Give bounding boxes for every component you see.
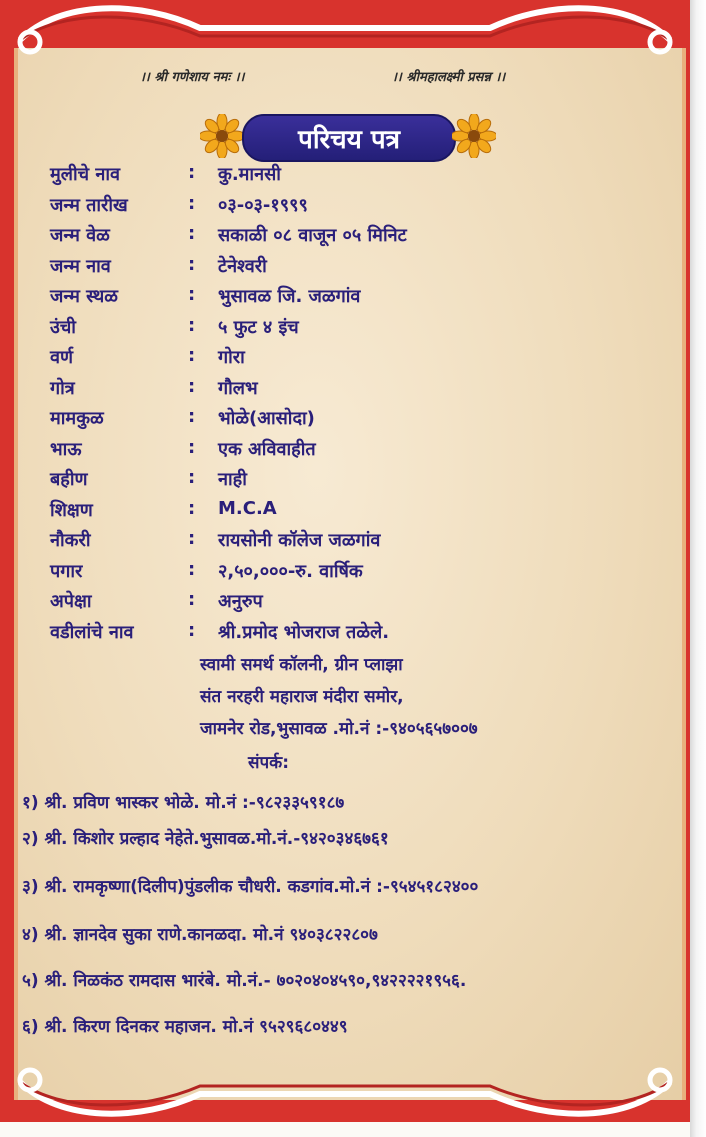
detail-colon: : bbox=[188, 314, 196, 336]
detail-value: अनुरुप bbox=[218, 591, 263, 612]
detail-value: ५ फुट ४ इंच bbox=[218, 316, 299, 338]
detail-value: गोरा bbox=[218, 347, 245, 368]
detail-row bbox=[0, 620, 690, 646]
contact-item: ५) श्री. निळकंठ रामदास भारंबे. मो.नं.- ७०२०४०४५९०,९४२२२२१९५६. bbox=[22, 971, 467, 991]
detail-label: गोत्र bbox=[50, 377, 75, 399]
detail-value: श्री.प्रमोद भोजराज तळेले. bbox=[218, 621, 390, 643]
detail-label: बहीण bbox=[50, 469, 88, 490]
detail-colon: : bbox=[188, 345, 196, 366]
detail-colon: : bbox=[188, 162, 196, 183]
detail-label: पगार bbox=[50, 560, 83, 582]
detail-label: जन्म वेळ bbox=[50, 225, 110, 246]
contact-item: ६) श्री. किरण दिनकर महाजन. मो.नं ९५२९६८०४४९ bbox=[22, 1017, 348, 1037]
contact-item: २) श्री. किशोर प्रल्हाद नेहेते.भुसावळ.मो.नं.-९४२०३४६७६१ bbox=[22, 829, 389, 849]
detail-label: अपेक्षा bbox=[50, 591, 92, 612]
detail-row bbox=[0, 345, 690, 371]
detail-value: M.C.A bbox=[218, 497, 277, 519]
flower-icon bbox=[452, 114, 496, 158]
detail-row bbox=[0, 193, 690, 219]
detail-label: जन्म स्थळ bbox=[50, 286, 118, 307]
detail-value: २,५०,०००-रु. वार्षिक bbox=[218, 560, 363, 582]
detail-row bbox=[0, 376, 690, 402]
detail-value: ०३-०३-१९९९ bbox=[218, 194, 308, 216]
detail-colon: : bbox=[188, 406, 196, 427]
flower-icon bbox=[200, 114, 244, 158]
top-scroll-ornament bbox=[0, 0, 690, 60]
detail-value: भोळे(आसोदा) bbox=[218, 408, 315, 429]
detail-row bbox=[0, 589, 690, 615]
detail-row bbox=[0, 162, 690, 188]
detail-row bbox=[0, 223, 690, 249]
detail-value: गौलभ bbox=[218, 377, 258, 399]
detail-colon: : bbox=[188, 375, 196, 397]
detail-colon: : bbox=[188, 284, 196, 305]
detail-row bbox=[0, 315, 690, 341]
detail-colon: : bbox=[188, 223, 196, 244]
title-badge bbox=[242, 114, 456, 162]
detail-colon: : bbox=[188, 558, 196, 580]
detail-label: जन्म तारीख bbox=[50, 194, 128, 216]
detail-label: मुलीचे नाव bbox=[50, 164, 120, 185]
detail-label: जन्म नाव bbox=[50, 255, 111, 277]
detail-value: भुसावळ जि. जळगांव bbox=[218, 286, 361, 307]
detail-colon: : bbox=[188, 528, 196, 549]
detail-value: रायसोनी कॉलेज जळगांव bbox=[218, 530, 381, 551]
contact-item: ४) श्री. ज्ञानदेव सुका राणे.कानळदा. मो.नं ९४०३८२२८०७ bbox=[22, 925, 378, 945]
page-title: परिचय पत्र bbox=[298, 125, 400, 155]
detail-label: वर्ण bbox=[50, 347, 74, 368]
address-line: स्वामी समर्थ कॉलनी, ग्रीन प्लाझा bbox=[200, 655, 403, 675]
detail-label: मामकुळ bbox=[50, 408, 104, 429]
bottom-scroll-ornament bbox=[0, 1062, 690, 1122]
right-blessing: ।। श्रीमहालक्ष्मी प्रसन्न ।। bbox=[392, 70, 506, 85]
left-blessing: ।। श्री गणेशाय नमः ।। bbox=[140, 70, 245, 85]
detail-label: वडीलांचे नाव bbox=[50, 621, 134, 643]
detail-value: नाही bbox=[218, 469, 247, 490]
detail-value: एक अविवाहीत bbox=[218, 438, 316, 460]
detail-row bbox=[0, 254, 690, 280]
detail-colon: : bbox=[188, 589, 196, 610]
detail-row bbox=[0, 467, 690, 493]
detail-label: नौकरी bbox=[50, 530, 91, 551]
detail-colon: : bbox=[188, 497, 196, 519]
detail-colon: : bbox=[188, 467, 196, 488]
detail-label: उंची bbox=[50, 316, 76, 338]
contact-item: ३) श्री. रामकृष्णा(दिलीप)पुंडलीक चौधरी. कडगांव.मो.नं :-९५४५१८२४०० bbox=[22, 877, 479, 897]
address-line: जामनेर रोड,भुसावळ .मो.नं :-९४०५६५७००७ bbox=[200, 719, 478, 739]
detail-colon: : bbox=[188, 192, 196, 214]
detail-row bbox=[0, 498, 690, 524]
detail-colon: : bbox=[188, 436, 196, 458]
detail-colon: : bbox=[188, 619, 196, 641]
detail-row bbox=[0, 437, 690, 463]
detail-row bbox=[0, 406, 690, 432]
detail-value: टेनेश्वरी bbox=[218, 255, 267, 277]
contact-item: १) श्री. प्रविण भास्कर भोळे. मो.नं :-९८२३३५९१८७ bbox=[22, 793, 345, 813]
address-line: संत नरहरी महाराज मंदीरा समोर, bbox=[200, 687, 404, 707]
detail-colon: : bbox=[188, 253, 196, 275]
detail-row bbox=[0, 528, 690, 554]
detail-row bbox=[0, 559, 690, 585]
detail-row bbox=[0, 284, 690, 310]
contact-heading: संपर्क: bbox=[248, 753, 290, 773]
detail-label: शिक्षण bbox=[50, 499, 93, 521]
detail-value: सकाळी ०८ वाजून ०५ मिनिट bbox=[218, 225, 407, 246]
detail-label: भाऊ bbox=[50, 438, 82, 460]
scroll-edge bbox=[690, 0, 706, 1137]
detail-value: कु.मानसी bbox=[218, 164, 281, 185]
